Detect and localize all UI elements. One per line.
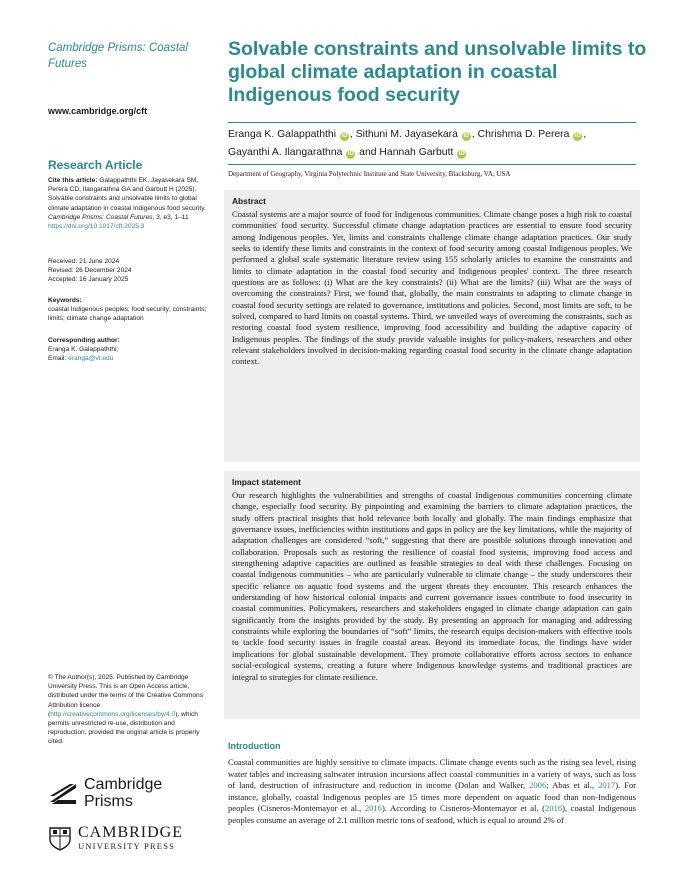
reference-link[interactable]: 2017 [598, 780, 616, 791]
accepted-date: Accepted: 16 January 2025 [48, 276, 129, 284]
article-type: Research Article [48, 158, 143, 172]
impact-text: Our research highlights the vulnerabilities and strengths of coastal Indigenous communities concerning climate change, especially food security. By pinpointing and examining the barriers to climate adaptation practices, the study offers practical insights that hold relevance both locally and globally. The main findings emphasize that governance issues, inefficiencies within institutions and gaps in policy are the key limitations, while the majority of adaptation challenges are considered “soft,” suggesting that there are possible solutions through innovation and collaboration. Proposals such as restoring the resilience of coastal food systems, improving food access and strengthening adaptive capacities are outlined as feasible strategies to deal with these challenges. Focusing on coastal Indigenous communities – who are particularly vulnerable to climate change – the study underscores their specific reliance on aquatic food systems and the urgent threats they encounter. This research enhances the understanding of how historical colonial impacts and current governance issues contribute to food insecurity in coastal communities. Policymakers, researchers and stakeholders engaged in climate change adaptation can gain significantly from the insights provided by the study. By presenting an approach for managing and addressing constraints while exploring the boundaries of “soft” limits, the research equips decision-makers with effective tools to tackle food security issues in fragile coastal areas. Beyond its immediate focus, the findings have wider implications for global sustainable development. They promote collaborative efforts across sectors to enhance social-ecological systems, creating a future where Indigenous knowledge systems and traditional practices are integral to strategies for climate resilience. [232, 490, 632, 682]
orcid-icon[interactable]: iD [574, 133, 581, 139]
author-list: Eranga K. Galappaththi iD , Sithuni M. Jayasekara iD , Chrishma D. Perera iD , Gayanthi A. Ilangarathna iD and Hannah Garbutt iD [228, 129, 587, 158]
cite-journal: Cambridge Prisms: Coastal Futures [48, 213, 153, 221]
cup-logo-line1: CAMBRIDGE [78, 824, 184, 841]
intro-segment: ). According to Cisneros-Montemayor et al. ( [381, 803, 545, 814]
article-title: Solvable constraints and unsolvable limits to global climate adaptation in coastal Indigenous food security [228, 38, 647, 106]
cite-volume: , 3, e3, 1–11 [152, 213, 189, 221]
introduction-heading: Introduction [228, 741, 281, 751]
impact-statement-box [224, 471, 640, 719]
license-link[interactable]: http://creativecommons.org/licenses/by/4.0 [50, 710, 176, 718]
cp-logo-line2: Prisms [84, 793, 133, 810]
dates-block [48, 257, 212, 285]
cite-label: Cite this article: [48, 177, 98, 184]
intro-segment: ). For instance, globally, coastal Indigenous peoples are 15 times more dependent on aquatic food than non-Indigenous peoples (Cisneros-Montemayor et al., [228, 780, 637, 814]
intro-segment: ; Abas et al., [546, 780, 599, 791]
intro-segment: Coastal communities are highly sensitive to climate impacts. Climate change events such as the rising sea level, rising water tables and increasing saltwater intrusion incursions affect coastal communities in a variety of ways, such as loss of land, destruction of infrastructure and reduction in income (Dolan and Walker, [228, 757, 636, 791]
reference-link[interactable]: 2016 [545, 803, 563, 814]
orcid-icon[interactable]: iD [341, 133, 348, 139]
journal-name: Cambridge Prisms: Coastal Futures [48, 42, 188, 70]
keywords-text: coastal Indigenous peoples; food security; constraints; limits; climate change adaptation [48, 306, 207, 323]
impact-heading: Impact statement [232, 477, 301, 487]
orcid-icon[interactable]: iD [458, 151, 465, 157]
corresponding-author-block [48, 336, 212, 364]
corresponding-name: Eranga K. Galappaththi; [48, 346, 119, 354]
cite-text: Galappaththi EK, Jayasekara SM, Perera CD, Ilangarathna GA and Garbutt H (2025). Solvable constraints and unsolvable limits to global climate adaptation in coastal Indigenous food security. [48, 177, 206, 212]
affiliation: Department of Geography, Virginia Polytechnic Institute and State University, Blacksburg, VA, USA [228, 170, 511, 178]
corresponding-label: Corresponding author: [48, 337, 120, 344]
author-name: Eranga K. Galappaththi [228, 129, 337, 140]
received-date: Received: 21 June 2024 [48, 258, 120, 265]
license-block [48, 673, 212, 747]
citation-block [48, 176, 212, 231]
author-name: Sithuni M. Jayasekara [355, 129, 458, 140]
abstract-heading: Abstract [232, 196, 266, 206]
cambridge-university-press-logo [48, 824, 218, 854]
email-link[interactable]: eranga@vt.edu [68, 355, 114, 363]
cambridge-prisms-logo [48, 776, 208, 812]
journal-website[interactable]: www.cambridge.org/cft [48, 106, 148, 116]
abstract-text: Coastal systems are a major source of food for Indigenous communities. Climate change poses a high risk to coastal communities' food security. Successful climate change adaptation practices are essential to ensure food security among Indigenous peoples. Yet, limits and constraints challenge climate change adaptation practices. Our study seeks to identify these limits and constraints in the context of food security among coastal Indigenous peoples. We performed a global scale systematic literature review using 155 scholarly articles to examine the constraints and limits to climate adaptation in the coastal food security and Indigenous peoples' context. The three research questions are as follows: (i) What are the key constraints? (ii) What are the limits? (iii) What are the ways of overcoming the constraints? First, we found that, globally, the main constraints to adapting to climate change in coastal food security settings are related to governance, institutions and policies. Second, most limits are soft, to be solved, compared to hard limits on coastal systems. Third, we unveiled ways of overcoming the constraints, such as restoring coastal food system resilience, improving food accessibility and building the adaptive capacity of Indigenous peoples. The findings of the study provide valuable insights for policy-makers, researchers and other relevant stakeholders involved in decision-making regarding coastal food security in the climate change adaptation context. [232, 209, 632, 367]
left-column [48, 40, 213, 172]
author-name: Chrishma D. Perera [477, 129, 570, 140]
cup-logo-line2: UNIVERSITY PRESS [78, 841, 176, 851]
license-text-end: ), which permits unrestricted re-use, distribution and reproduction, provided the original article is properly cited. [48, 710, 200, 746]
reference-link[interactable]: 2016 [364, 803, 382, 814]
orcid-icon[interactable]: iD [347, 151, 354, 157]
authors-divider [228, 164, 636, 165]
title-divider [228, 122, 636, 123]
prisms-mark-icon [48, 780, 78, 806]
revised-date: Revised: 26 December 2024 [48, 267, 132, 275]
license-text: © The Author(s), 2025. Published by Cambridge University Press. This is an Open Access article, distributed under the terms of the Creative Commons Attribution licence ( [48, 674, 204, 718]
keywords-block [48, 296, 212, 324]
cp-logo-line1: Cambridge [84, 776, 163, 793]
orcid-icon[interactable]: iD [463, 133, 470, 139]
introduction-text [228, 757, 636, 827]
reference-link[interactable]: 2006 [529, 780, 547, 791]
intro-segment: ), coastal Indigenous peoples consume an average of 2.1 million metric tons of seafood, which is equal to around 2% of [228, 803, 636, 825]
cup-shield-icon [48, 826, 72, 852]
abstract-box [224, 190, 640, 462]
cite-doi-link[interactable]: https://doi.org/10.1017/cft.2025.3 [48, 223, 145, 231]
keywords-label: Keywords: [48, 297, 82, 304]
email-label: Email: [48, 355, 69, 363]
author-name: Gayanthi A. Ilangarathna [228, 147, 343, 158]
author-name: Hannah Garbutt [379, 147, 454, 158]
